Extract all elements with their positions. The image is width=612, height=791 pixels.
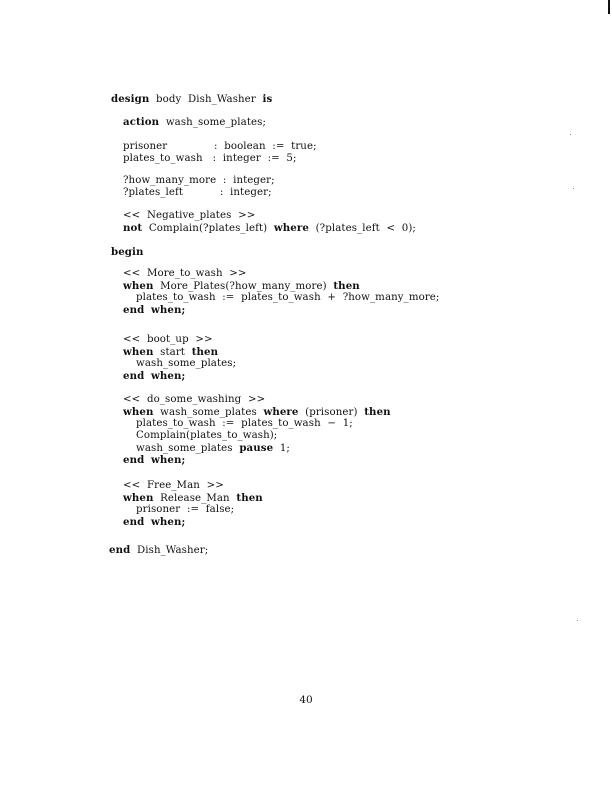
code-keyword: when <box>123 280 154 292</box>
code-line <box>136 292 439 304</box>
code-keyword: end <box>109 544 131 556</box>
code-keyword: end <box>123 454 145 466</box>
code-keyword: when <box>123 406 154 418</box>
code-keyword: action <box>123 116 160 128</box>
code-keyword: begin <box>111 246 144 258</box>
code-keyword: when; <box>151 370 186 382</box>
page-number: 40 <box>299 694 313 706</box>
code-keyword: when; <box>151 454 186 466</box>
code-line <box>136 430 277 442</box>
code-text <box>144 517 151 528</box>
code-text: Release_Man <box>153 493 237 504</box>
code-text <box>144 455 151 466</box>
code-keyword: when; <box>151 516 186 528</box>
code-text: (?plates_left < 0); <box>308 223 416 234</box>
code-line <box>136 358 236 370</box>
code-line <box>109 544 208 557</box>
code-text: prisoner := false; <box>136 504 235 515</box>
scan-speck <box>573 188 574 189</box>
code-text: Dish_Washer; <box>130 545 209 556</box>
code-keyword: then <box>333 280 360 292</box>
code-keyword: then <box>191 346 219 358</box>
code-keyword: end <box>123 370 145 382</box>
code-line <box>123 394 265 406</box>
code-line <box>123 187 272 199</box>
code-line <box>123 480 224 492</box>
code-line <box>123 334 213 346</box>
code-keyword: design <box>111 93 150 105</box>
code-text: (prisoner) <box>298 407 365 418</box>
code-keyword: is <box>262 93 273 105</box>
code-keyword: when <box>123 346 154 358</box>
code-text: wash_some_plates <box>153 407 264 418</box>
code-text <box>144 371 151 382</box>
code-line <box>136 418 353 430</box>
code-line <box>123 175 275 187</box>
code-keyword: pause <box>239 442 274 454</box>
code-text: 1; <box>273 443 290 454</box>
code-line <box>123 370 185 383</box>
code-text: << Free_Man >> <box>123 480 224 491</box>
code-text: plates_to_wash := plates_to_wash − 1; <box>136 418 353 429</box>
code-text: plates_to_wash := plates_to_wash + ?how_many_more; <box>136 292 440 303</box>
scan-speck <box>577 620 578 621</box>
code-text: body Dish_Washer <box>149 94 263 105</box>
scan-edge-mark <box>608 0 610 14</box>
code-text: wash_some_plates; <box>159 117 267 128</box>
code-line <box>111 93 272 106</box>
code-text: ?how_many_more : integer; <box>123 175 275 186</box>
code-keyword: then <box>364 406 391 418</box>
code-text: Complain(?plates_left) <box>142 223 274 234</box>
code-line <box>123 268 247 280</box>
code-line <box>123 210 255 222</box>
code-line <box>123 304 185 317</box>
code-keyword: when; <box>151 304 186 316</box>
code-text: start <box>153 347 192 358</box>
code-line <box>123 153 297 165</box>
code-keyword: not <box>123 222 143 234</box>
code-line <box>136 504 234 516</box>
code-line <box>123 141 317 153</box>
code-keyword: when <box>123 492 154 504</box>
code-text: ?plates_left : integer; <box>123 187 272 198</box>
code-keyword: where <box>273 222 309 234</box>
code-keyword: where <box>263 406 299 418</box>
code-keyword: end <box>123 304 145 316</box>
code-text: << do_some_washing >> <box>123 394 266 405</box>
code-line <box>123 116 266 129</box>
code-text: Complain(plates_to_wash); <box>136 430 278 441</box>
code-line <box>123 222 416 235</box>
code-text: prisoner : boolean := true; <box>123 141 317 152</box>
code-keyword: end <box>123 516 145 528</box>
code-line <box>123 454 185 467</box>
code-line <box>111 246 144 259</box>
code-text: << More_to_wash >> <box>123 268 247 279</box>
code-text: More_Plates(?how_many_more) <box>153 281 334 292</box>
code-keyword: then <box>236 492 263 504</box>
code-line <box>123 516 185 529</box>
scan-speck <box>570 134 571 135</box>
code-text: wash_some_plates <box>136 443 240 454</box>
code-text: wash_some_plates; <box>136 358 237 369</box>
code-text: << Negative_plates >> <box>123 210 256 221</box>
code-text: plates_to_wash : integer := 5; <box>123 153 297 164</box>
code-text: << boot_up >> <box>123 334 213 345</box>
code-text <box>144 305 151 316</box>
